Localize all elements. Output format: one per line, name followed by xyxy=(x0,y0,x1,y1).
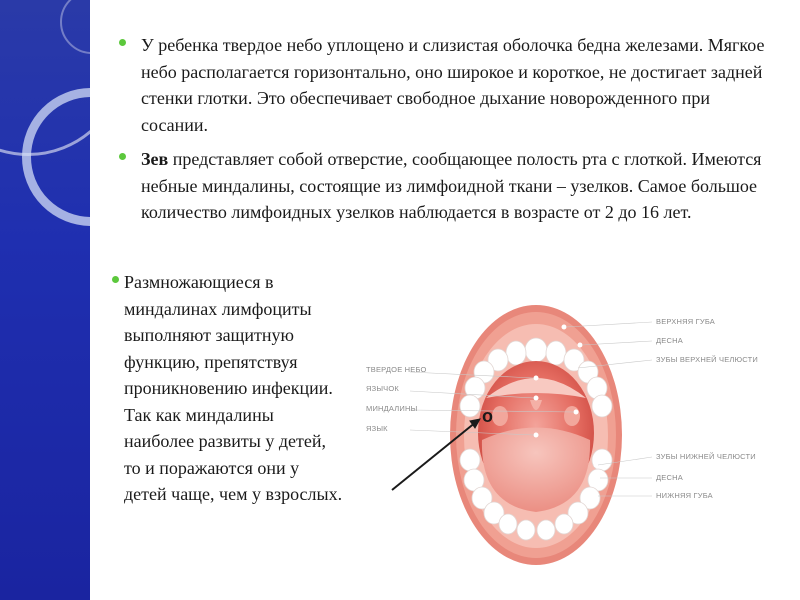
paragraph-text: У ребенка твердое небо уплощено и слизистая оболочка бедна железами. Мягкое небо располагается горизонтально, оно широкое и короткое, не достигает задней стенки глотки. Это обеспечивает свободное дыхание новорожденного при сосании. xyxy=(141,35,765,135)
label-lower-lip: НИЖНЯЯ ГУБА xyxy=(656,491,713,500)
label-lower-teeth: ЗУБЫ НИЖНЕЙ ЧЕЛЮСТИ xyxy=(656,452,756,461)
bullet-icon xyxy=(119,39,126,46)
label-gum-lower: ДЕСНА xyxy=(656,473,683,482)
tonsil-left xyxy=(492,406,508,426)
paragraph-lymphocytes xyxy=(124,269,346,508)
paragraph-text: Размножающиеся в миндалинах лимфоциты выполняют защитную функцию, препятствуя проникновению инфекции. Так как миндалины наиболее развиты у детей, то и поражаются они у детей чаще, чем у взрослых. xyxy=(124,272,343,504)
paragraph-text: представляет собой отверстие, сообщающее полость рта с глоткой. Имеются небные миндалины, состоящие из лимфоидной ткани – узелков. Самое большое количество лимфоидных узелков наблюдается в возрасте от 2 до 16 лет. xyxy=(141,149,762,222)
label-hard-palate: ТВЕРДОЕ НЕБО xyxy=(366,365,427,374)
paragraph-palate xyxy=(141,32,771,138)
pointer-mark: o xyxy=(482,406,493,426)
label-upper-teeth: ЗУБЫ ВЕРХНЕЙ ЧЕЛЮСТИ xyxy=(656,355,758,364)
label-gum-upper: ДЕСНА xyxy=(656,336,683,345)
decorative-left-band xyxy=(0,0,90,600)
paragraph-lead: Зев xyxy=(141,149,169,169)
label-tonsils: МИНДАЛИНЫ xyxy=(366,404,418,413)
label-tongue: ЯЗЫК xyxy=(366,424,388,433)
paragraph-pharynx xyxy=(141,146,771,226)
label-upper-lip: ВЕРХНЯЯ ГУБА xyxy=(656,317,715,326)
tonsil-right xyxy=(564,406,580,426)
label-uvula: ЯЗЫЧОК xyxy=(366,384,399,393)
mouth-illustration xyxy=(340,300,790,580)
mouth-anatomy-diagram xyxy=(340,300,790,580)
bullet-icon xyxy=(119,153,126,160)
bullet-icon xyxy=(112,276,119,283)
